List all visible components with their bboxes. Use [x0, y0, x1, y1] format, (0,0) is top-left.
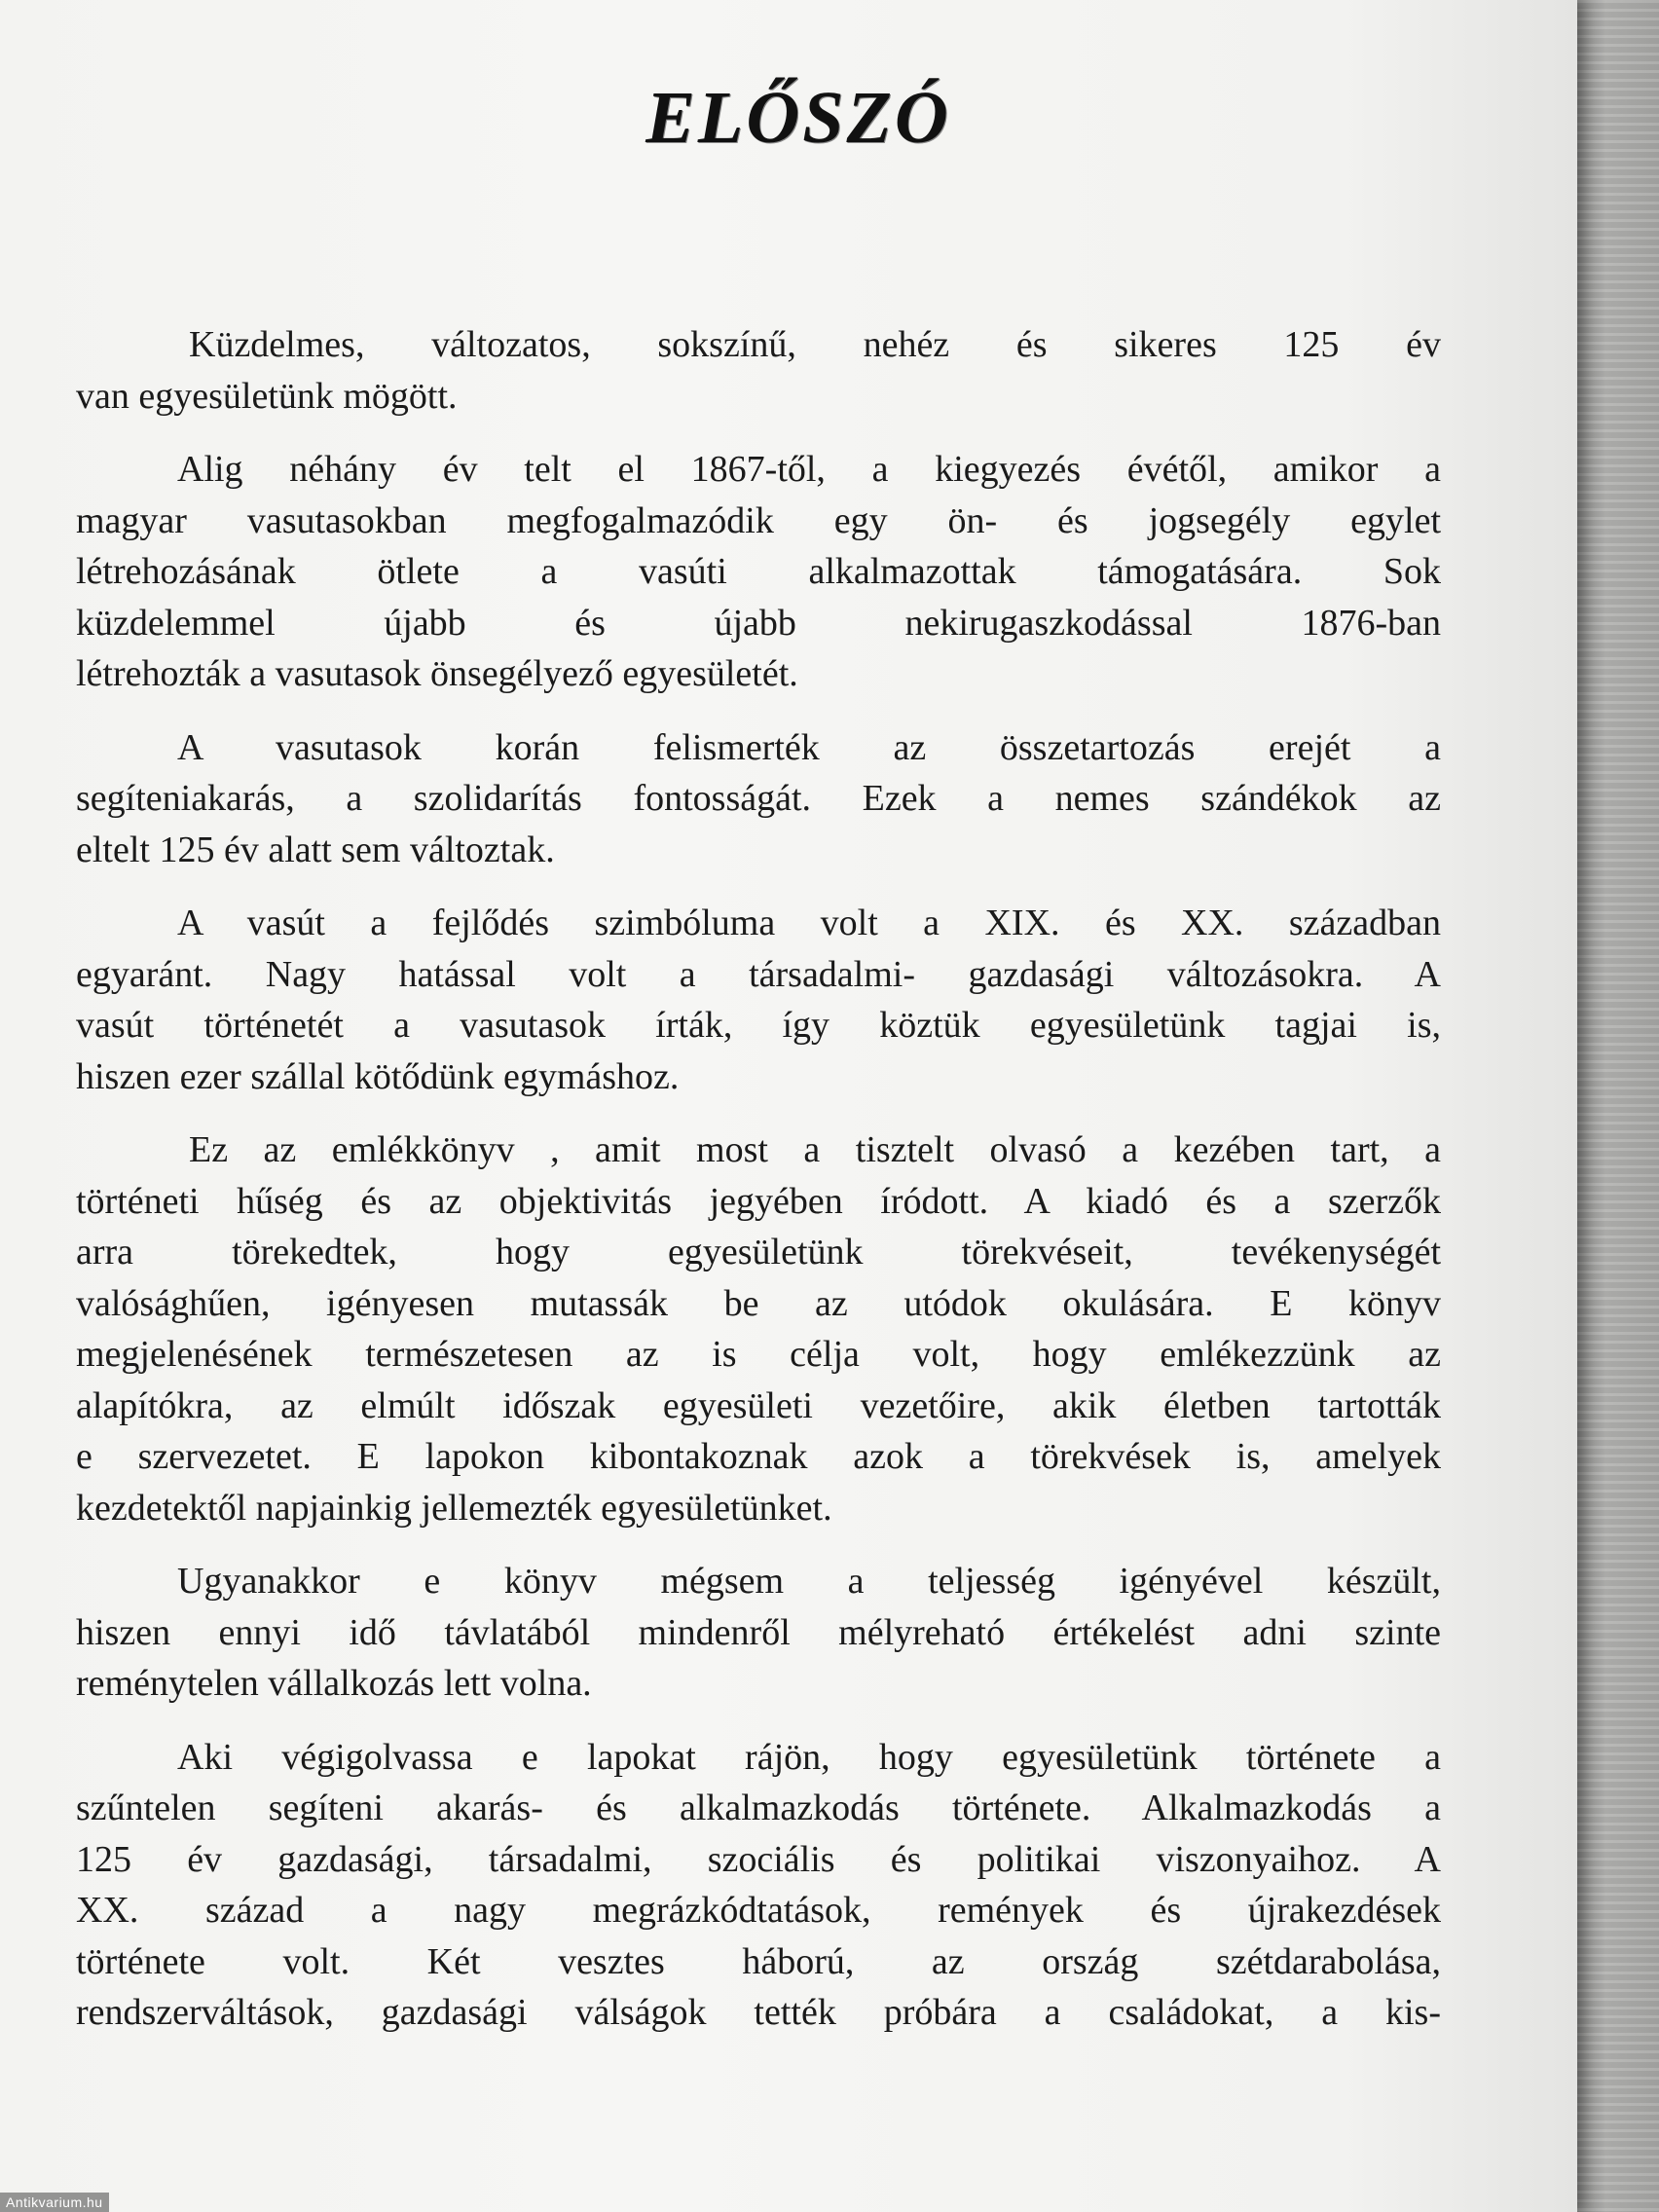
text-line: hiszen ennyi idő távlatából mindenről mélyreható értékelést adni szinte	[76, 1611, 1441, 1653]
text-line: eltelt 125 év alatt sem változtak.	[76, 829, 555, 870]
text-line: van egyesületünk mögött.	[76, 375, 458, 417]
paragraph-7	[76, 1732, 1441, 2039]
text-line: A vasút a fejlődés szimbóluma volt a XIX. és XX. században	[177, 903, 1441, 943]
text-line: arra törekedtek, hogy egyesületünk törekvéseit, tevékenységét	[76, 1232, 1441, 1272]
text-line: XX. század a nagy megrázkódtatások, remények és újrakezdések	[76, 1890, 1441, 1931]
text-line: A vasutasok korán felismerték az összetartozás erejét a	[177, 726, 1441, 768]
paragraph-5	[76, 1124, 1441, 1533]
text-line: rendszerváltások, gazdasági válságok tették próbára a családokat, a kis-	[76, 1992, 1441, 2033]
text-line: egyaránt. Nagy hatással volt a társadalmi- gazdasági változásokra. A	[76, 953, 1441, 995]
text-line: Alig néhány év telt el 1867-től, a kiegyezés évétől, amikor a	[177, 449, 1441, 490]
watermark-label: Antikvarium.hu	[0, 2193, 109, 2212]
paragraph-4	[76, 898, 1441, 1102]
text-line: Ugyanakkor e könyv mégsem a teljesség igényével készült,	[177, 1561, 1441, 1602]
text-line: küzdelemmel újabb és újabb nekirugaszkodással 1876-ban	[76, 602, 1441, 644]
text-line: megjelenésének természetesen az is célja volt, hogy emlékezzünk az	[76, 1334, 1441, 1375]
text-line: vasút történetét a vasutasok írták, így köztük egyesületünk tagjai is,	[76, 1005, 1441, 1046]
text-line: létrehozták a vasutasok önsegélyező egyesületét.	[76, 653, 798, 694]
text-line: alapítókra, az elmúlt időszak egyesületi vezetőire, akik életben tartották	[76, 1384, 1441, 1426]
paragraph-2	[76, 444, 1441, 700]
page-title: ELŐSZÓ	[645, 77, 951, 159]
text-line: Ez az emlékkönyv , amit most a tisztelt olvasó a kezében tart, a	[189, 1129, 1441, 1170]
text-line: reménytelen vállalkozás lett volna.	[76, 1663, 592, 1704]
text-line: magyar vasutasokban megfogalmazódik egy ön- és jogsegély egylet	[76, 499, 1441, 541]
text-line: története volt. Két vesztes háború, az ország szétdarabolása,	[76, 1940, 1441, 1982]
text-line: valósághűen, igényesen mutassák be az utódok okulására. E könyv	[76, 1282, 1441, 1324]
text-line: 125 év gazdasági, társadalmi, szociális és politikai viszonyaihoz. A	[76, 1838, 1441, 1880]
text-line: kezdetektől napjainkig jellemezték egyesületünket.	[76, 1487, 832, 1529]
text-line: történeti hűség és az objektivitás jegyében íródott. A kiadó és a szerzők	[76, 1180, 1441, 1222]
text-line: létrehozásának ötlete a vasúti alkalmazottak támogatására. Sok	[76, 551, 1441, 592]
page-body	[76, 319, 1441, 2061]
text-line: hiszen ezer szállal kötődünk egymáshoz.	[76, 1055, 680, 1097]
text-line: e szervezetet. E lapokon kibontakoznak azok a törekvések is, amelyek	[76, 1436, 1441, 1477]
text-line: segíteniakarás, a szolidarítás fontosságát. Ezek a nemes szándékok az	[76, 778, 1441, 819]
text-line: Aki végigolvassa e lapokat rájön, hogy egyesületünk története a	[177, 1736, 1441, 1778]
paragraph-1	[76, 319, 1441, 422]
paragraph-6	[76, 1556, 1441, 1710]
text-line: szűntelen segíteni akarás- és alkalmazkodás története. Alkalmazkodás a	[76, 1788, 1441, 1828]
text-line: Küzdelmes, változatos, sokszínű, nehéz és sikeres 125 év	[189, 324, 1441, 365]
next-page-edge	[1577, 0, 1659, 2212]
paragraph-3	[76, 722, 1441, 876]
